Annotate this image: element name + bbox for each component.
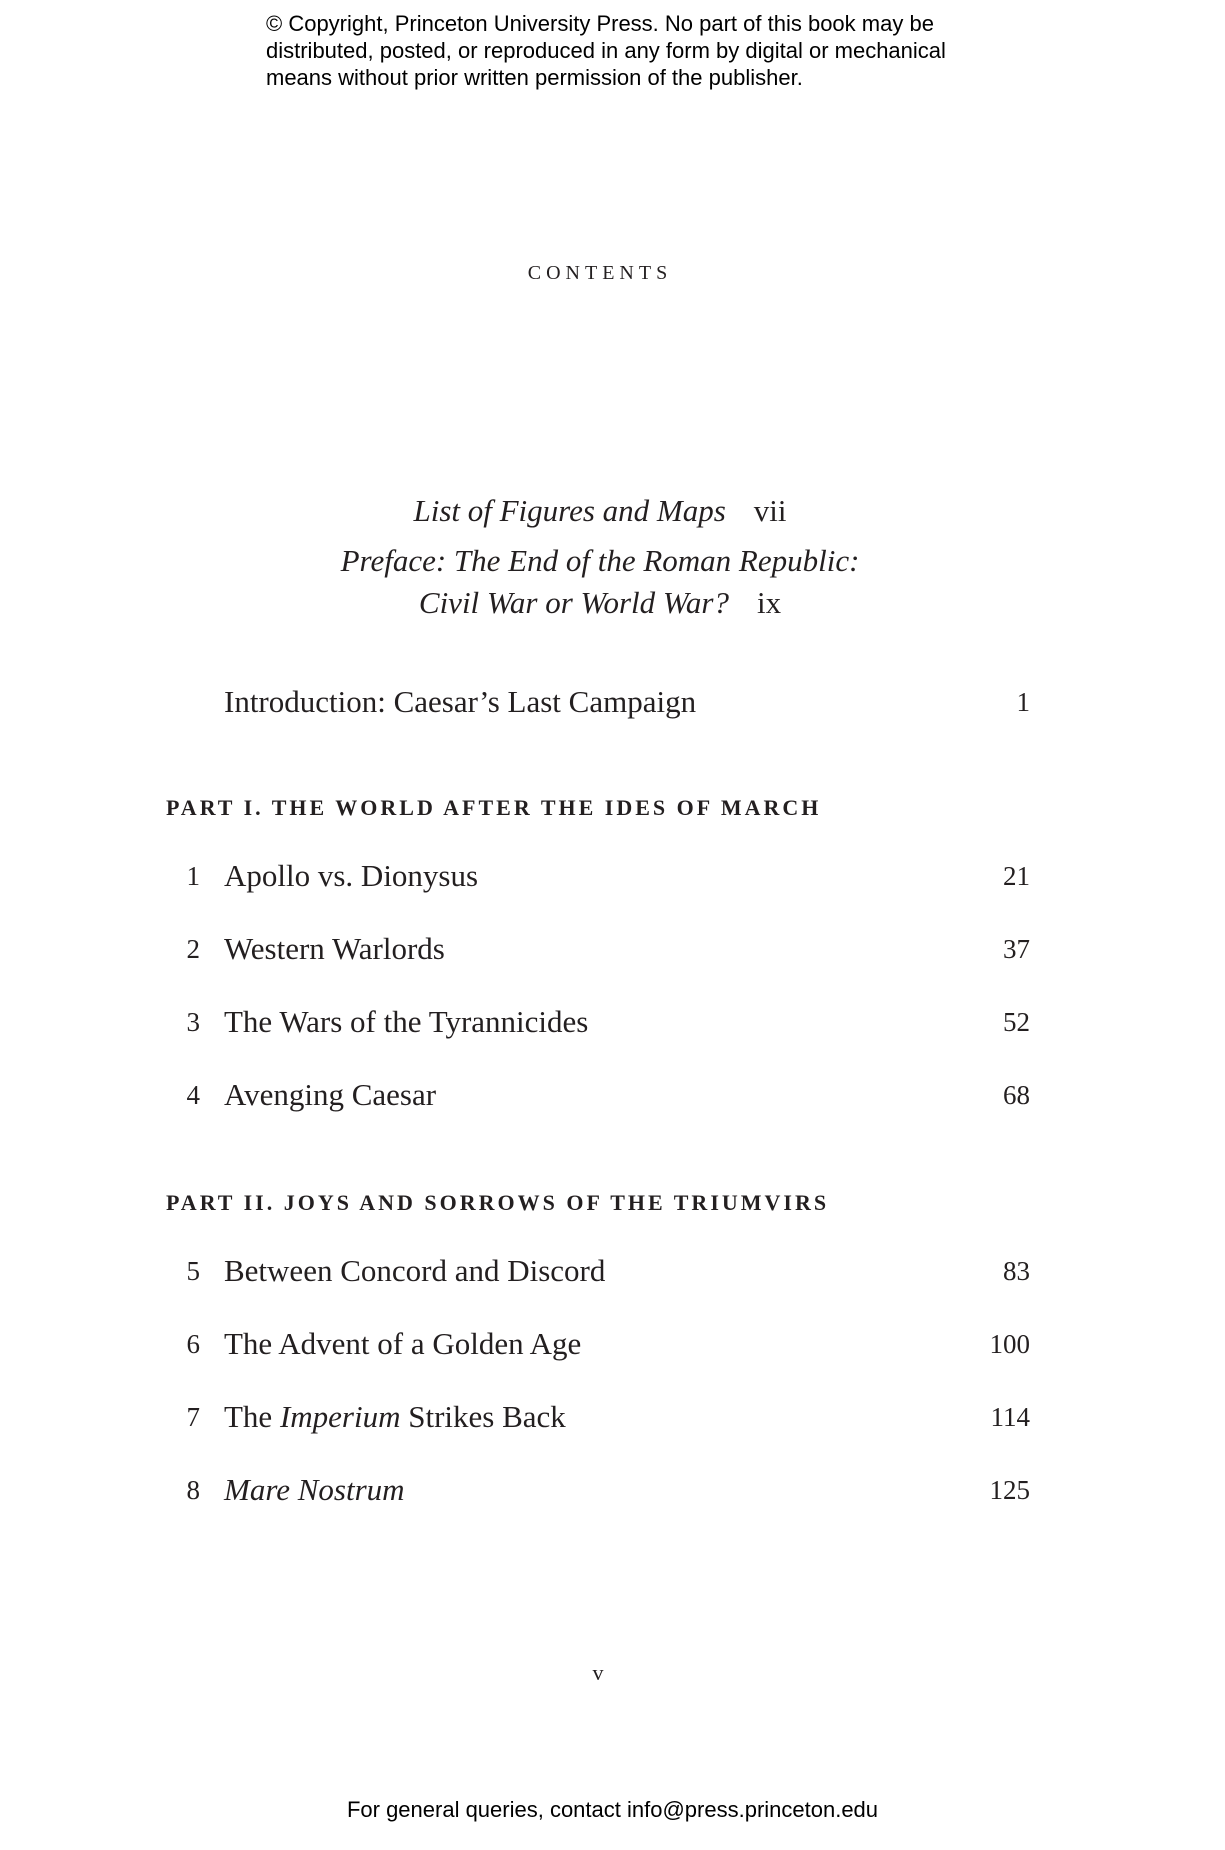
chapter-title-part: Strikes Back: [400, 1399, 566, 1434]
chapter-page: 114: [990, 1402, 1030, 1432]
toc-chapter-3: [160, 1000, 1030, 1044]
chapter-number: 3: [186, 1007, 200, 1037]
chapter-title: The Wars of the Tyrannicides: [224, 1004, 589, 1039]
page-title: contents: [527, 254, 673, 286]
chapter-number: 8: [186, 1475, 200, 1505]
chapter-page: 100: [989, 1329, 1030, 1359]
toc-chapter-6: [160, 1322, 1030, 1366]
toc-entry-title: Introduction: Caesar’s Last Campaign: [224, 684, 697, 719]
page-number: v: [592, 1660, 604, 1685]
chapter-number: 2: [186, 934, 200, 964]
toc-entry-title-line1: Preface: The End of the Roman Republic:: [340, 543, 860, 578]
chapter-number: 1: [186, 861, 200, 891]
toc-entry-title: List of Figures and Maps: [413, 493, 726, 528]
chapter-title: [224, 1395, 566, 1439]
chapter-title: Mare Nostrum: [224, 1472, 405, 1507]
chapter-page: 68: [1003, 1080, 1030, 1110]
toc-chapter-1: [160, 854, 1030, 898]
chapter-title: Apollo vs. Dionysus: [224, 858, 479, 893]
chapter-title: Between Concord and Discord: [224, 1253, 606, 1288]
toc-entry-page: 1: [1016, 687, 1030, 717]
copyright-notice: © Copyright, Princeton University Press. No part of this book may be distributed, posted, or reproduced in any form by digital or mechanical means without prior written permission of the publisher.: [266, 11, 946, 90]
part-heading: PART II. JOYS AND SORROWS OF THE TRIUMVIRS: [166, 1190, 830, 1215]
chapter-number: 7: [186, 1402, 200, 1432]
toc-chapter-5: [160, 1249, 1030, 1293]
footer-contact: For general queries, contact info@press.princeton.edu: [346, 1797, 879, 1822]
toc-chapter-2: [160, 927, 1030, 971]
part-heading: PART I. THE WORLD AFTER THE IDES OF MARCH: [166, 795, 822, 820]
chapter-title: Avenging Caesar: [224, 1077, 437, 1112]
chapter-number: 4: [186, 1080, 200, 1110]
chapter-page: 52: [1003, 1007, 1030, 1037]
toc-chapter-8: [160, 1468, 1030, 1512]
chapter-page: 125: [989, 1475, 1030, 1505]
chapter-page: 83: [1003, 1256, 1030, 1286]
toc-entry-figures: [0, 490, 1200, 532]
toc-entry-page: vii: [753, 493, 787, 528]
toc-chapter-4: [160, 1073, 1030, 1117]
chapter-page: 37: [1003, 934, 1030, 964]
toc-chapter-7: [160, 1395, 1030, 1439]
toc-entry-page: ix: [756, 585, 782, 620]
toc-entry-preface: [0, 540, 1200, 624]
chapter-title: The Advent of a Golden Age: [224, 1326, 582, 1361]
chapter-number: 5: [186, 1256, 200, 1286]
toc-entry-introduction: [160, 680, 1030, 724]
chapter-page: 21: [1003, 861, 1030, 891]
chapter-title-part: The: [224, 1399, 280, 1434]
chapter-number: 6: [186, 1329, 200, 1359]
chapter-title-italic: Imperium: [279, 1399, 401, 1434]
chapter-title: Western Warlords: [224, 931, 445, 966]
toc-entry-title-line2: Civil War or World War?: [418, 585, 729, 620]
